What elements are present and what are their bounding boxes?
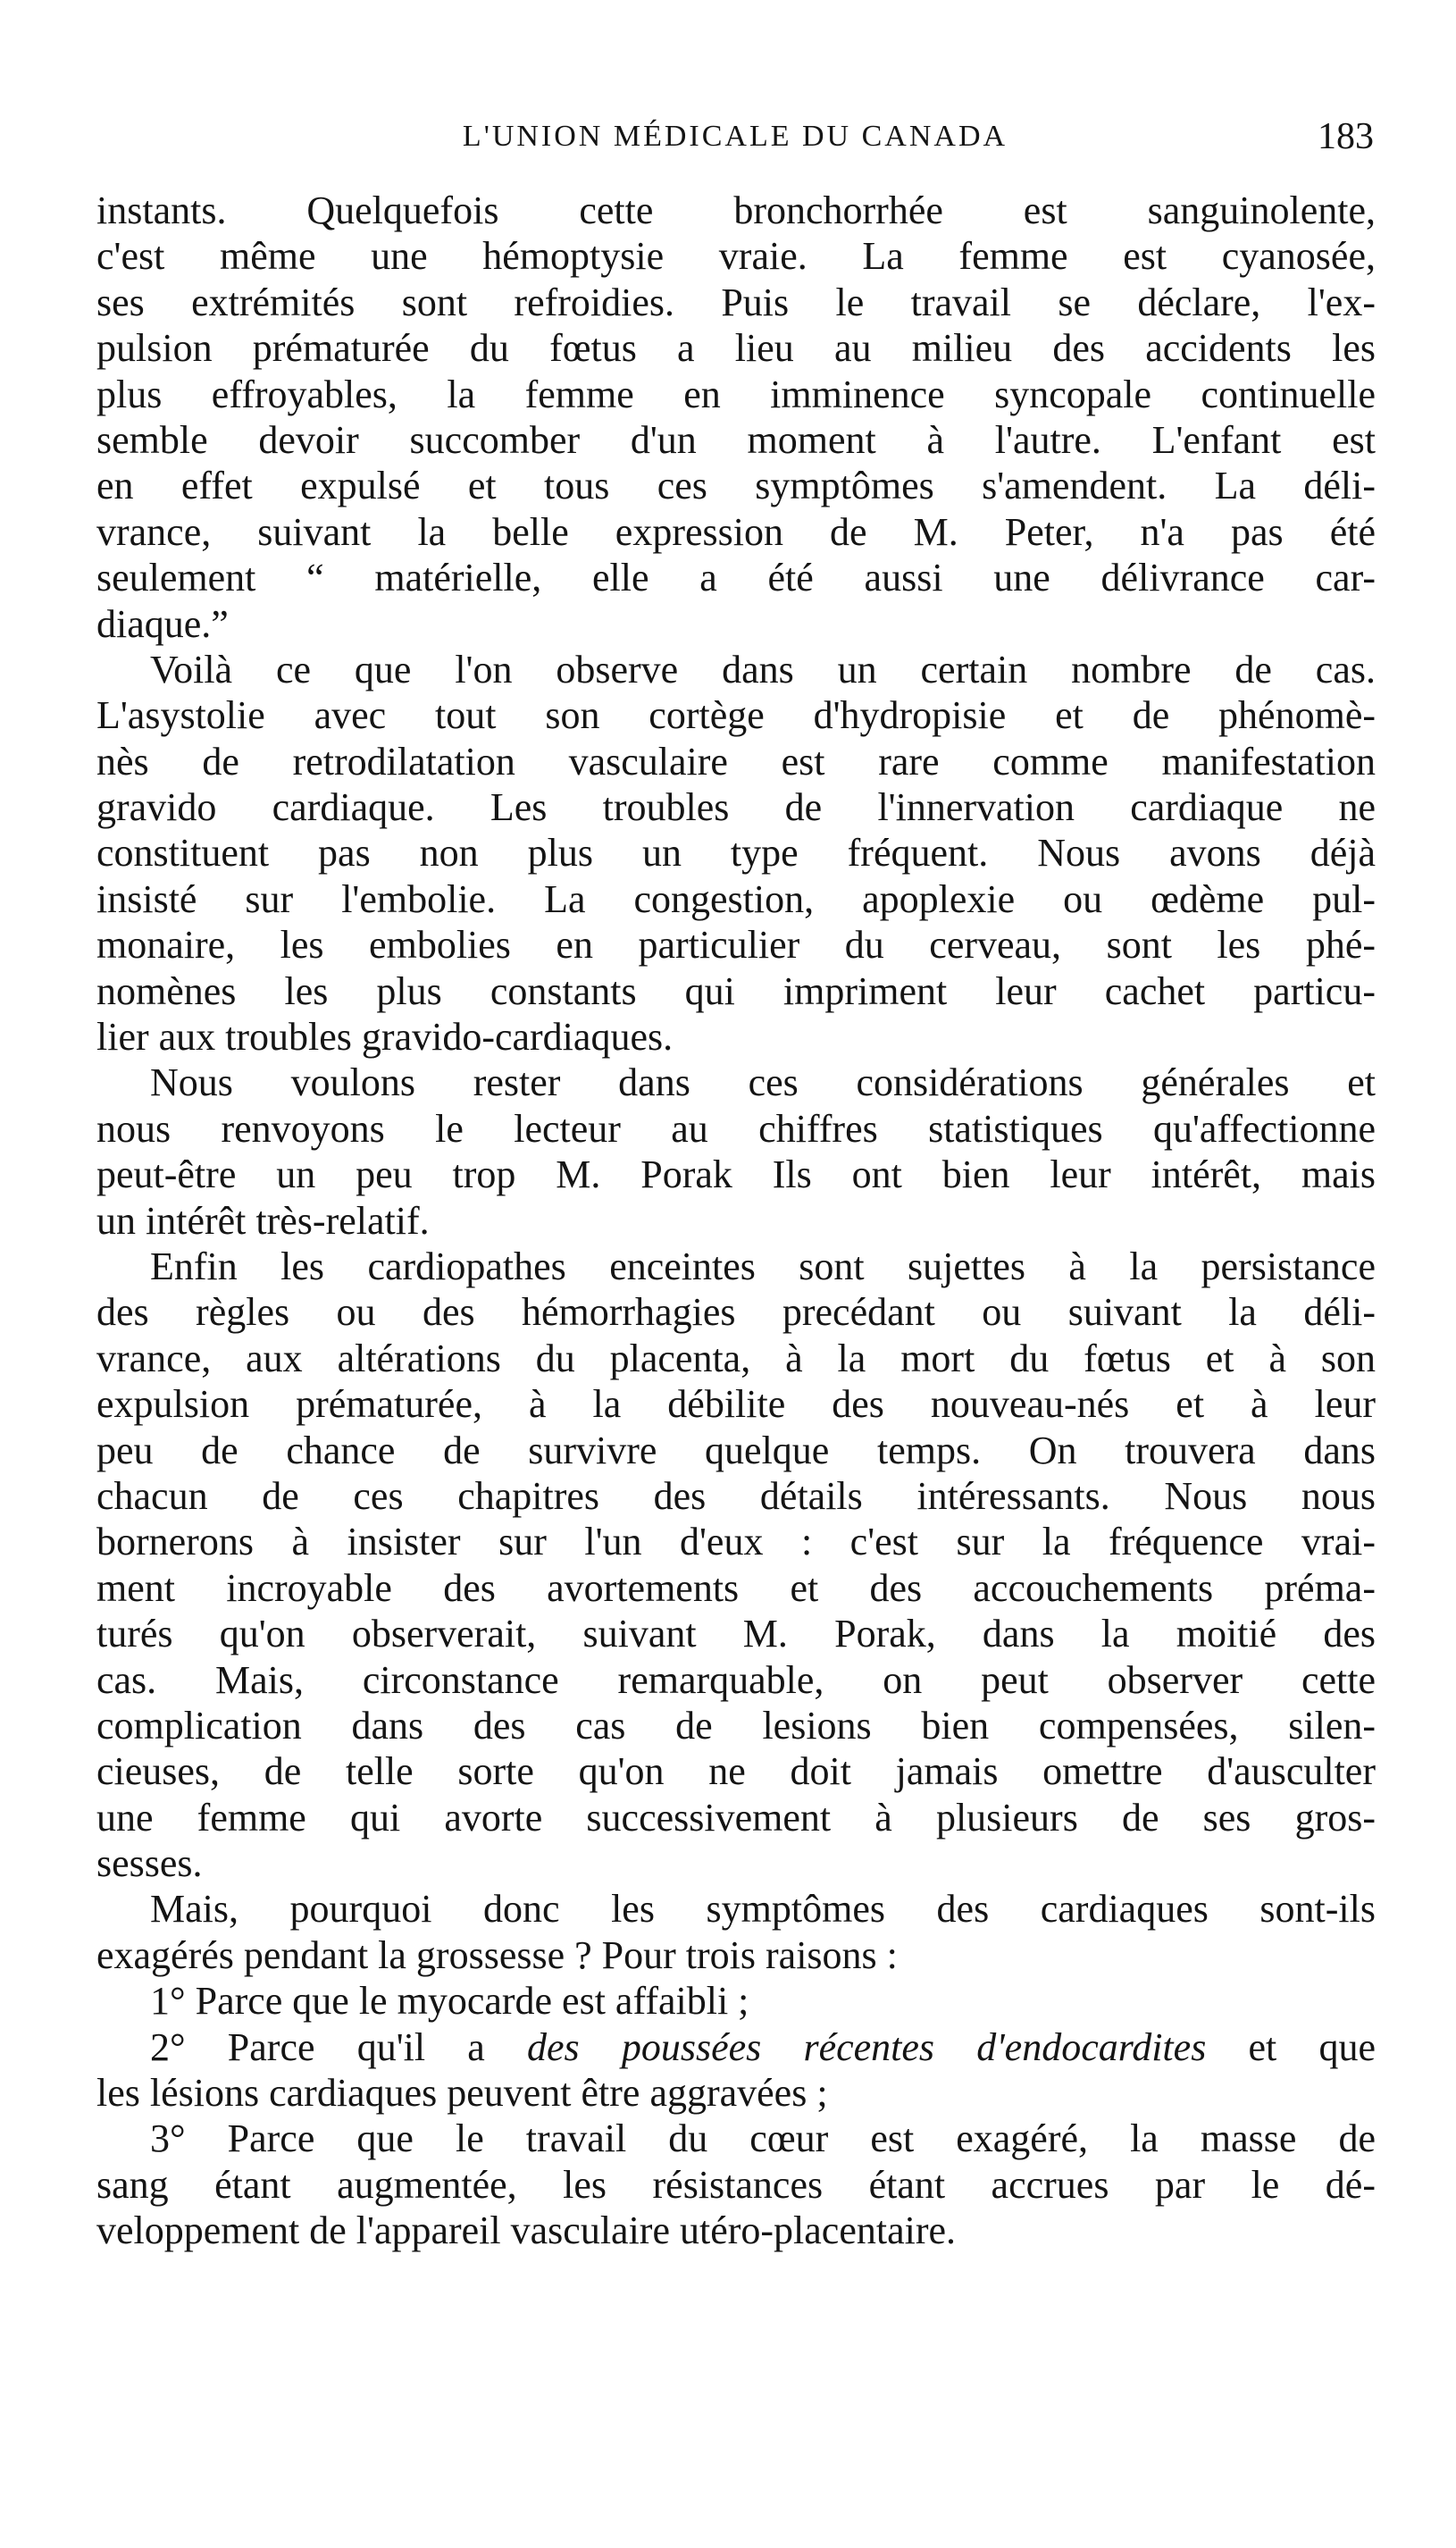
text-line: diaque.”	[96, 601, 229, 646]
text-line: vrance, aux altérations du placenta, à la mort du fœtus et à son	[96, 1336, 1376, 1380]
text-line: veloppement de l'appareil vasculaire utéro-placentaire.	[96, 2209, 957, 2253]
text-line: Voilà ce que l'on observe dans un certain nombre de cas.	[150, 647, 1376, 691]
reason-item	[96, 2024, 1376, 2070]
text-line: gravido cardiaque. Les troubles de l'innervation cardiaque ne	[96, 785, 1376, 830]
text-line: constituent pas non plus un type fréquent. Nous avons déjà	[96, 831, 1376, 876]
text-line: une femme qui avorte successivement à plusieurs de ses gros-	[96, 1795, 1376, 1840]
text-line: turés qu'on observerait, suivant M. Porak, dans la moitié des	[96, 1612, 1376, 1656]
text-line: Nous voulons rester dans ces considérations générales et	[150, 1060, 1376, 1105]
text-line: plus effroyables, la femme en imminence syncopale continuelle	[96, 372, 1376, 416]
text-line: cieuses, de telle sorte qu'on ne doit jamais omettre d'ausculter	[96, 1749, 1376, 1794]
paragraph	[96, 647, 1376, 1060]
text-line: Enfin les cardiopathes enceintes sont sujettes à la persistance	[150, 1244, 1376, 1288]
text-line: monaire, les embolies en particulier du cerveau, sont les phé-	[96, 923, 1376, 968]
text-line: nous renvoyons le lecteur au chiffres statistiques qu'affectionne	[96, 1106, 1376, 1151]
text-line: en effet expulsé et tous ces symptômes s'amendent. La déli-	[96, 464, 1376, 508]
text-line: chacun de ces chapitres des détails intéressants. Nous nous	[96, 1473, 1376, 1518]
running-title: L'UNION MÉDICALE DU CANADA	[462, 120, 1008, 153]
text-line: des règles ou des hémorrhagies precédant ou suivant la déli-	[96, 1290, 1376, 1335]
text-line: nomènes les plus constants qui impriment leur cachet particu-	[96, 968, 1376, 1013]
text-line: ment incroyable des avortements et des accouchements préma-	[96, 1565, 1376, 1610]
text-line: nès de retrodilatation vasculaire est rare comme manifestation	[96, 739, 1376, 784]
text-line: cas. Mais, circonstance remarquable, on peut observer cette	[96, 1657, 1376, 1702]
text-line: ses extrémités sont refroidies. Puis le travail se déclare, l'ex-	[96, 280, 1376, 324]
text-line: un intérêt très-relatif.	[96, 1198, 430, 1243]
text-line: les lésions cardiaques peuvent être aggravées ;	[96, 2071, 828, 2116]
reason-italic-text: des poussées récentes d'endocardites	[527, 2024, 1207, 2069]
text-line: pulsion prématurée du fœtus a lieu au milieu des accidents les	[96, 326, 1376, 371]
reason-item: 1° Parce que le myocarde est affaibli ;	[150, 1979, 749, 2024]
paragraph	[96, 1060, 1376, 1244]
text-line: complication dans des cas de lesions bien compensées, silen-	[96, 1703, 1376, 1748]
text-line: c'est même une hémoptysie vraie. La femme est cyanosée,	[96, 234, 1376, 279]
text-line: Mais, pourquoi donc les symptômes des cardiaques sont-ils	[150, 1887, 1376, 1932]
reason-text: et que	[1206, 2024, 1376, 2069]
text-line: seulement “ matérielle, elle a été aussi une délivrance car-	[96, 556, 1376, 600]
text-line: semble devoir succomber d'un moment à l'autre. L'enfant est	[96, 417, 1376, 462]
paragraph	[96, 188, 1376, 647]
text-line: exagérés pendant la grossesse ? Pour trois raisons :	[96, 1932, 898, 1977]
text-line: insisté sur l'embolie. La congestion, apoplexie ou œdème pul-	[96, 876, 1376, 921]
text-line: vrance, suivant la belle expression de M. Peter, n'a pas été	[96, 509, 1376, 554]
body-text	[96, 188, 1376, 2254]
text-line: peut-être un peu trop M. Porak Ils ont bien leur intérêt, mais	[96, 1152, 1376, 1197]
text-line: sang étant augmentée, les résistances étant accrues par le dé-	[96, 2162, 1376, 2207]
running-head	[96, 114, 1374, 159]
paragraph	[96, 1886, 1376, 1978]
text-line: sesses.	[96, 1841, 203, 1886]
reason-item: 3° Parce que le travail du cœur est exagéré, la masse de	[150, 2116, 1376, 2161]
text-line: bornerons à insister sur l'un d'eux : c'est sur la fréquence vrai-	[96, 1520, 1376, 1564]
reasons-list	[96, 1978, 1376, 2253]
paragraph	[96, 1244, 1376, 1886]
page-number: 183	[1318, 116, 1374, 157]
text-line: expulsion prématurée, à la débilite des nouveau-nés et à leur	[96, 1382, 1376, 1427]
text-line: peu de chance de survivre quelque temps. On trouvera dans	[96, 1428, 1376, 1472]
text-line: L'asystolie avec tout son cortège d'hydropisie et de phénomè-	[96, 693, 1376, 738]
text-line: lier aux troubles gravido-cardiaques.	[96, 1015, 674, 1060]
reason-text: 2° Parce qu'il a	[150, 2024, 527, 2069]
text-line: instants. Quelquefois cette bronchorrhée est sanguinolente,	[96, 189, 1376, 232]
